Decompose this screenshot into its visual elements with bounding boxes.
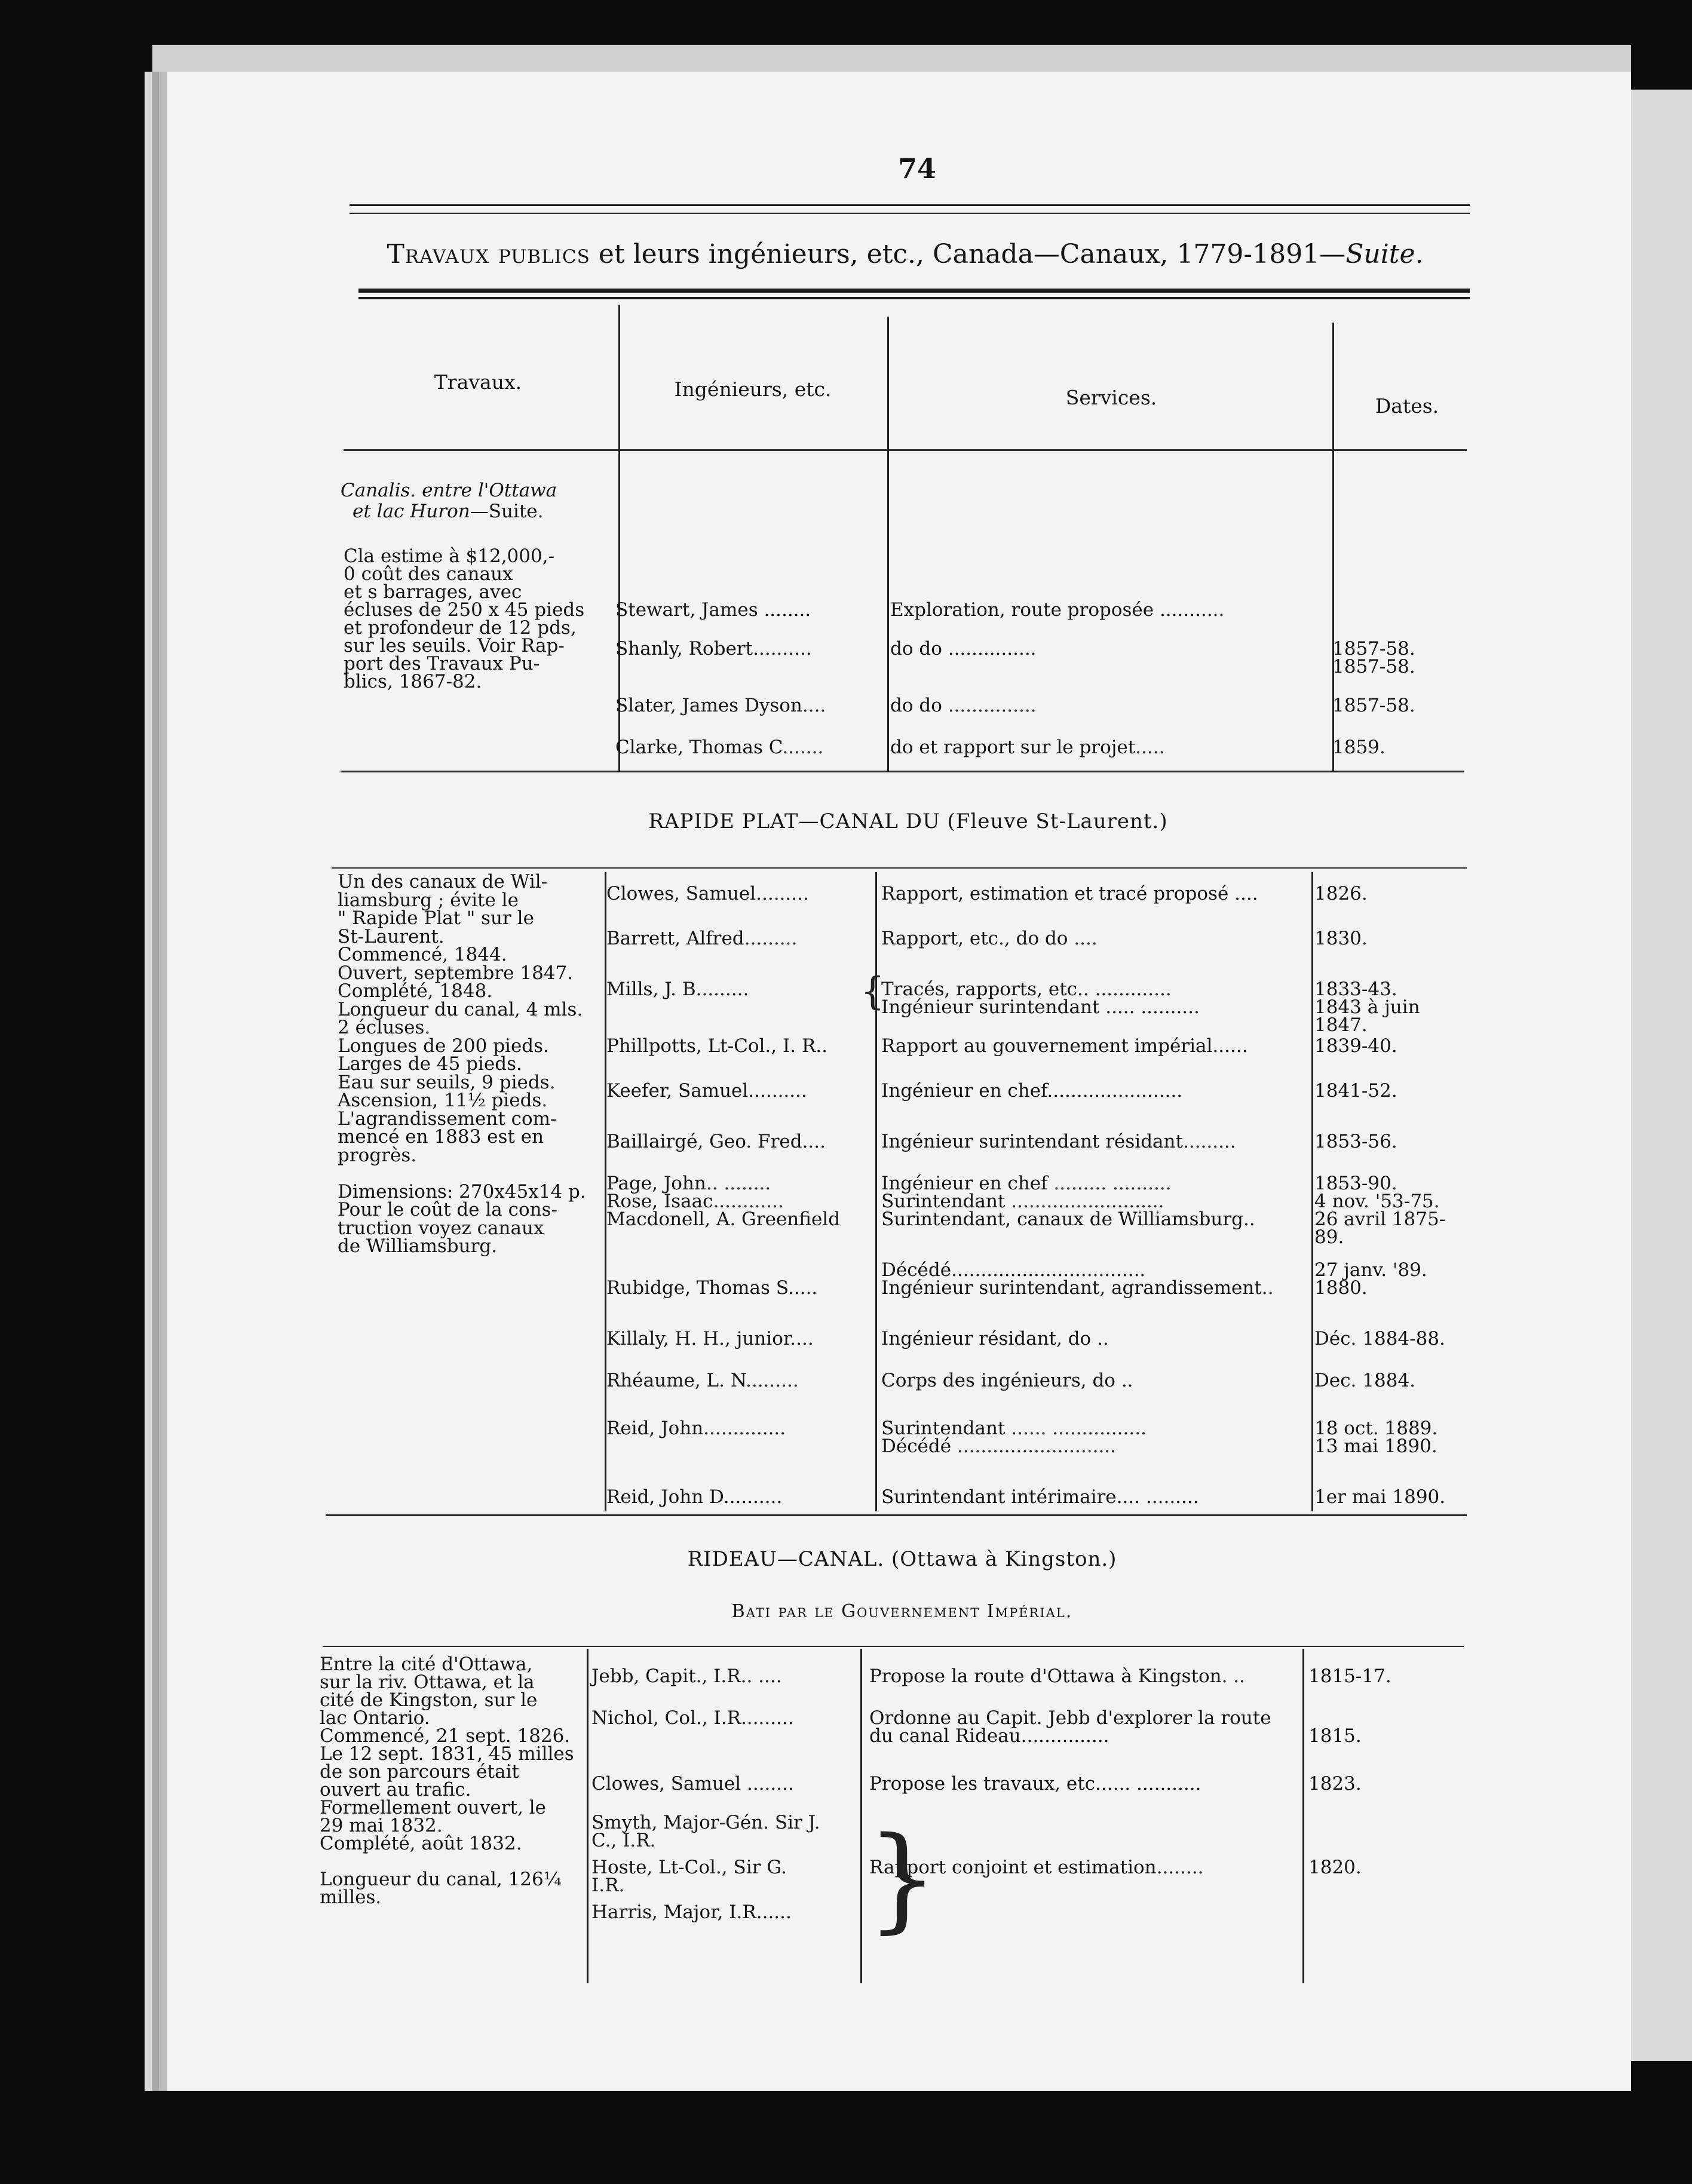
table-cell-date: 1853-90. — [1314, 1173, 1397, 1194]
table-cell-service: Exploration, route proposée ........... — [890, 599, 1225, 621]
note-line: St-Laurent. — [338, 925, 445, 947]
note-line: port des Travaux Pu- — [344, 653, 540, 674]
table-cell-service: Surintendant .......................... — [881, 1191, 1164, 1212]
table-cell-date: 27 janv. '89. — [1314, 1259, 1427, 1281]
table-cell-engineer: Harris, Major, I.R...... — [591, 1901, 792, 1923]
top-rule-2 — [350, 213, 1470, 214]
note-line: cité de Kingston, sur le — [320, 1689, 538, 1711]
note-line: 29 mai 1832. — [320, 1815, 443, 1836]
table-cell-engineer: I.R. — [591, 1875, 625, 1896]
table-cell-service: Surintendant ...... ................ — [881, 1418, 1147, 1439]
table-cell-date: 1826. — [1314, 883, 1368, 904]
note-line: Entre la cité d'Ottawa, — [320, 1654, 533, 1675]
table-cell-service: Rapport, etc., do do .... — [881, 928, 1098, 949]
section2-column-rule-3 — [1311, 872, 1313, 1511]
running-title-part1: Travaux publics — [387, 239, 590, 269]
table-cell-engineer: Mills, J. B......... — [606, 978, 749, 1000]
section2-title: RAPIDE PLAT—CANAL DU (Fleuve St-Laurent.) — [648, 809, 1168, 833]
section1-bottom-rule — [341, 771, 1464, 772]
section3-column-rule-2 — [860, 1649, 862, 1983]
table-cell-service: Surintendant, canaux de Williamsburg.. — [881, 1208, 1255, 1230]
title-rule-thick — [358, 289, 1470, 293]
table-cell-engineer: Reid, John.............. — [606, 1418, 786, 1439]
table-cell-engineer: Stewart, James ........ — [615, 599, 811, 621]
column-header-dates: Dates. — [1375, 394, 1439, 418]
table-cell-service: Surintendant intérimaire.... ......... — [881, 1486, 1199, 1508]
note-line: " Rapide Plat " sur le — [338, 907, 534, 929]
title-rule-thin — [358, 297, 1470, 299]
table-cell-engineer: Smyth, Major-Gén. Sir J. — [591, 1812, 820, 1833]
note-line: Ouvert, septembre 1847. — [338, 962, 574, 984]
note-line: et profondeur de 12 pds, — [344, 617, 577, 639]
note-line: Complété, août 1832. — [320, 1833, 522, 1854]
table-cell-date: 1843 à juin — [1314, 996, 1420, 1018]
note-line: Commencé, 21 sept. 1826. — [320, 1725, 571, 1747]
table-cell-service: do et rapport sur le projet..... — [890, 737, 1165, 758]
table-cell-service: Décédé................................. — [881, 1259, 1146, 1281]
table-cell-date: 1857-58. — [1332, 656, 1415, 677]
table-cell-date: 1833-43. — [1314, 978, 1397, 1000]
section1-heading: Canalis. entre l'Ottawa — [341, 480, 557, 501]
note-line: Complété, 1848. — [338, 980, 493, 1002]
note-line: lac Ontario. — [320, 1707, 430, 1729]
note-line: progrès. — [338, 1144, 417, 1166]
column-rule-2 — [887, 317, 889, 771]
column-header-services: Services. — [1065, 386, 1157, 409]
table-cell-date: 1839-40. — [1314, 1035, 1397, 1057]
note-line: Pour le coût de la cons- — [338, 1199, 557, 1220]
rideau-brace: } — [866, 1812, 939, 1944]
table-cell-engineer: Hoste, Lt-Col., Sir G. — [591, 1857, 787, 1878]
running-title-suite: Suite. — [1345, 239, 1424, 269]
table-cell-engineer: Clowes, Samuel......... — [606, 883, 809, 904]
table-cell-date: 1er mai 1890. — [1314, 1486, 1446, 1508]
table-cell-service: do do ............... — [890, 695, 1037, 716]
note-line: Longueur du canal, 126¼ — [320, 1869, 562, 1890]
table-cell-engineer: Nichol, Col., I.R......... — [591, 1707, 794, 1729]
note-line: milles. — [320, 1887, 382, 1908]
column-header-ingenieurs: Ingénieurs, etc. — [674, 378, 832, 401]
table-cell-engineer: Killaly, H. H., junior.... — [606, 1328, 814, 1349]
table-cell-service: Ingénieur en chef....................... — [881, 1080, 1183, 1102]
section3-title: RIDEAU—CANAL. (Ottawa à Kingston.) — [687, 1547, 1117, 1571]
table-cell-engineer: Keefer, Samuel.......... — [606, 1080, 807, 1102]
table-cell-engineer: Macdonell, A. Greenfield — [606, 1208, 841, 1230]
section3-subtitle: Bati par le Gouvernement Impérial. — [731, 1601, 1073, 1622]
note-line: Longues de 200 pieds. — [338, 1035, 549, 1057]
note-line: 0 coût des canaux — [344, 563, 513, 585]
table-cell-date: 1859. — [1332, 737, 1386, 758]
running-title — [358, 239, 1452, 269]
note-line: Eau sur seuils, 9 pieds. — [338, 1071, 556, 1093]
table-cell-service: Ordonne au Capit. Jebb d'explorer la route — [869, 1707, 1271, 1729]
mills-brace: { — [860, 970, 885, 1014]
note-line: Dimensions: 270x45x14 p. — [338, 1180, 586, 1203]
table-cell-service: Ingénieur surintendant ..... .......... — [881, 996, 1200, 1018]
note-line: truction voyez canaux — [338, 1217, 544, 1239]
note-line: 2 écluses. — [338, 1017, 431, 1038]
table-cell-engineer: Rubidge, Thomas S..... — [606, 1277, 818, 1299]
section3-column-rule-3 — [1302, 1649, 1304, 1983]
table-cell-engineer: Rhéaume, L. N......... — [606, 1370, 799, 1391]
table-cell-engineer: Reid, John D.......... — [606, 1486, 783, 1508]
section1-heading-line2: et lac Huron—Suite. — [352, 501, 544, 522]
table-cell-date: 1853-56. — [1314, 1131, 1397, 1152]
section3-column-rule-1 — [587, 1649, 588, 1983]
note-line: ouvert au trafic. — [320, 1779, 471, 1800]
table-cell-engineer: Shanly, Robert.......... — [615, 638, 812, 660]
column-header-travaux: Travaux. — [434, 370, 522, 394]
table-cell-date: 13 mai 1890. — [1314, 1435, 1437, 1457]
note-line: Cla estime à $12,000,- — [344, 545, 555, 567]
note-line: blics, 1867-82. — [344, 671, 482, 692]
table-cell-date: 1815. — [1308, 1725, 1362, 1747]
section2-bottom-rule — [326, 1514, 1467, 1516]
note-line: mencé en 1883 est en — [338, 1126, 544, 1148]
table-cell-service: Tracés, rapports, etc.. ............. — [881, 978, 1172, 1000]
note-line: de son parcours était — [320, 1761, 519, 1783]
table-cell-date: 1857-58. — [1332, 638, 1415, 660]
note-line: Formellement ouvert, le — [320, 1797, 546, 1818]
table-cell-date: 1830. — [1314, 928, 1368, 949]
note-line: Larges de 45 pieds. — [338, 1053, 522, 1075]
table-cell-engineer: Phillpotts, Lt-Col., I. R.. — [606, 1035, 827, 1057]
table-cell-service: Ingénieur résidant, do .. — [881, 1328, 1109, 1349]
table-cell-date: 1857-58. — [1332, 695, 1415, 716]
table-cell-engineer: C., I.R. — [591, 1830, 656, 1851]
table-cell-date: 1847. — [1314, 1014, 1368, 1036]
table-cell-engineer: Clarke, Thomas C....... — [615, 737, 824, 758]
note-line: sur la riv. Ottawa, et la — [320, 1671, 535, 1693]
note-line: Le 12 sept. 1831, 45 milles — [320, 1743, 574, 1765]
table-cell-service: Rapport au gouvernement impérial...... — [881, 1035, 1248, 1057]
table-cell-engineer: Jebb, Capit., I.R.. .... — [591, 1665, 782, 1687]
table-cell-service: Ingénieur surintendant résidant......... — [881, 1131, 1236, 1152]
table-cell-date: 1880. — [1314, 1277, 1368, 1299]
table-cell-date: 1823. — [1308, 1773, 1362, 1795]
table-cell-date: 26 avril 1875- — [1314, 1208, 1446, 1230]
table-cell-service: Ingénieur en chef ......... .......... — [881, 1173, 1172, 1194]
table-cell-date: Dec. 1884. — [1314, 1370, 1416, 1391]
table-cell-date: 1841-52. — [1314, 1080, 1397, 1102]
note-line: écluses de 250 x 45 pieds — [344, 599, 585, 621]
page-number: 74 — [897, 152, 936, 185]
table-cell-service: Propose la route d'Ottawa à Kingston. .. — [869, 1665, 1245, 1687]
section2-top-rule — [332, 867, 1467, 869]
table-cell-date: 1820. — [1308, 1857, 1362, 1878]
note-line: et s barrages, avec — [344, 581, 522, 603]
note-line: Longueur du canal, 4 mls. — [338, 998, 583, 1020]
note-line: Commencé, 1844. — [338, 944, 507, 965]
table-cell-engineer: Rose, Isaac............ — [606, 1191, 784, 1212]
section2-column-rule-2 — [875, 872, 877, 1511]
table-cell-engineer: Barrett, Alfred......... — [606, 928, 798, 949]
table-cell-date: 89. — [1314, 1226, 1344, 1248]
table-cell-service: du canal Rideau............... — [869, 1725, 1109, 1747]
running-title-part2: et leurs ingénieurs, etc., Canada—Canaux, 1779-1891— — [590, 239, 1346, 269]
table-cell-engineer: Page, John.. ........ — [606, 1173, 771, 1194]
top-rule-1 — [350, 204, 1470, 206]
table-cell-service: Propose les travaux, etc...... ........... — [869, 1773, 1201, 1795]
table-cell-engineer: Slater, James Dyson.... — [615, 695, 826, 716]
table-cell-service: do do ............... — [890, 638, 1037, 660]
table-cell-engineer: Clowes, Samuel ........ — [591, 1773, 794, 1795]
table-cell-service: Rapport, estimation et tracé proposé .... — [881, 883, 1258, 904]
table-cell-service: Ingénieur surintendant, agrandissement.. — [881, 1277, 1274, 1299]
table-cell-service: Rapport conjoint et estimation........ — [869, 1857, 1204, 1878]
table-cell-date: 18 oct. 1889. — [1314, 1418, 1438, 1439]
table-cell-date: Déc. 1884-88. — [1314, 1328, 1445, 1349]
note-line: de Williamsburg. — [338, 1235, 498, 1257]
section3-top-rule — [323, 1646, 1464, 1647]
note-line: Ascension, 11½ pieds. — [338, 1090, 548, 1111]
note-line: sur les seuils. Voir Rap- — [344, 635, 565, 657]
note-line: liamsburg ; évite le — [338, 889, 519, 911]
header-rule — [344, 449, 1467, 451]
table-cell-date: 1815-17. — [1308, 1665, 1391, 1687]
table-cell-engineer: Baillairgé, Geo. Fred.... — [606, 1131, 826, 1152]
note-line: L'agrandissement com- — [338, 1108, 557, 1130]
note-line: Un des canaux de Wil- — [338, 871, 548, 892]
table-cell-service: Décédé ........................... — [881, 1435, 1117, 1457]
table-cell-date: 4 nov. '53-75. — [1314, 1191, 1440, 1212]
table-cell-service: Corps des ingénieurs, do .. — [881, 1370, 1133, 1391]
